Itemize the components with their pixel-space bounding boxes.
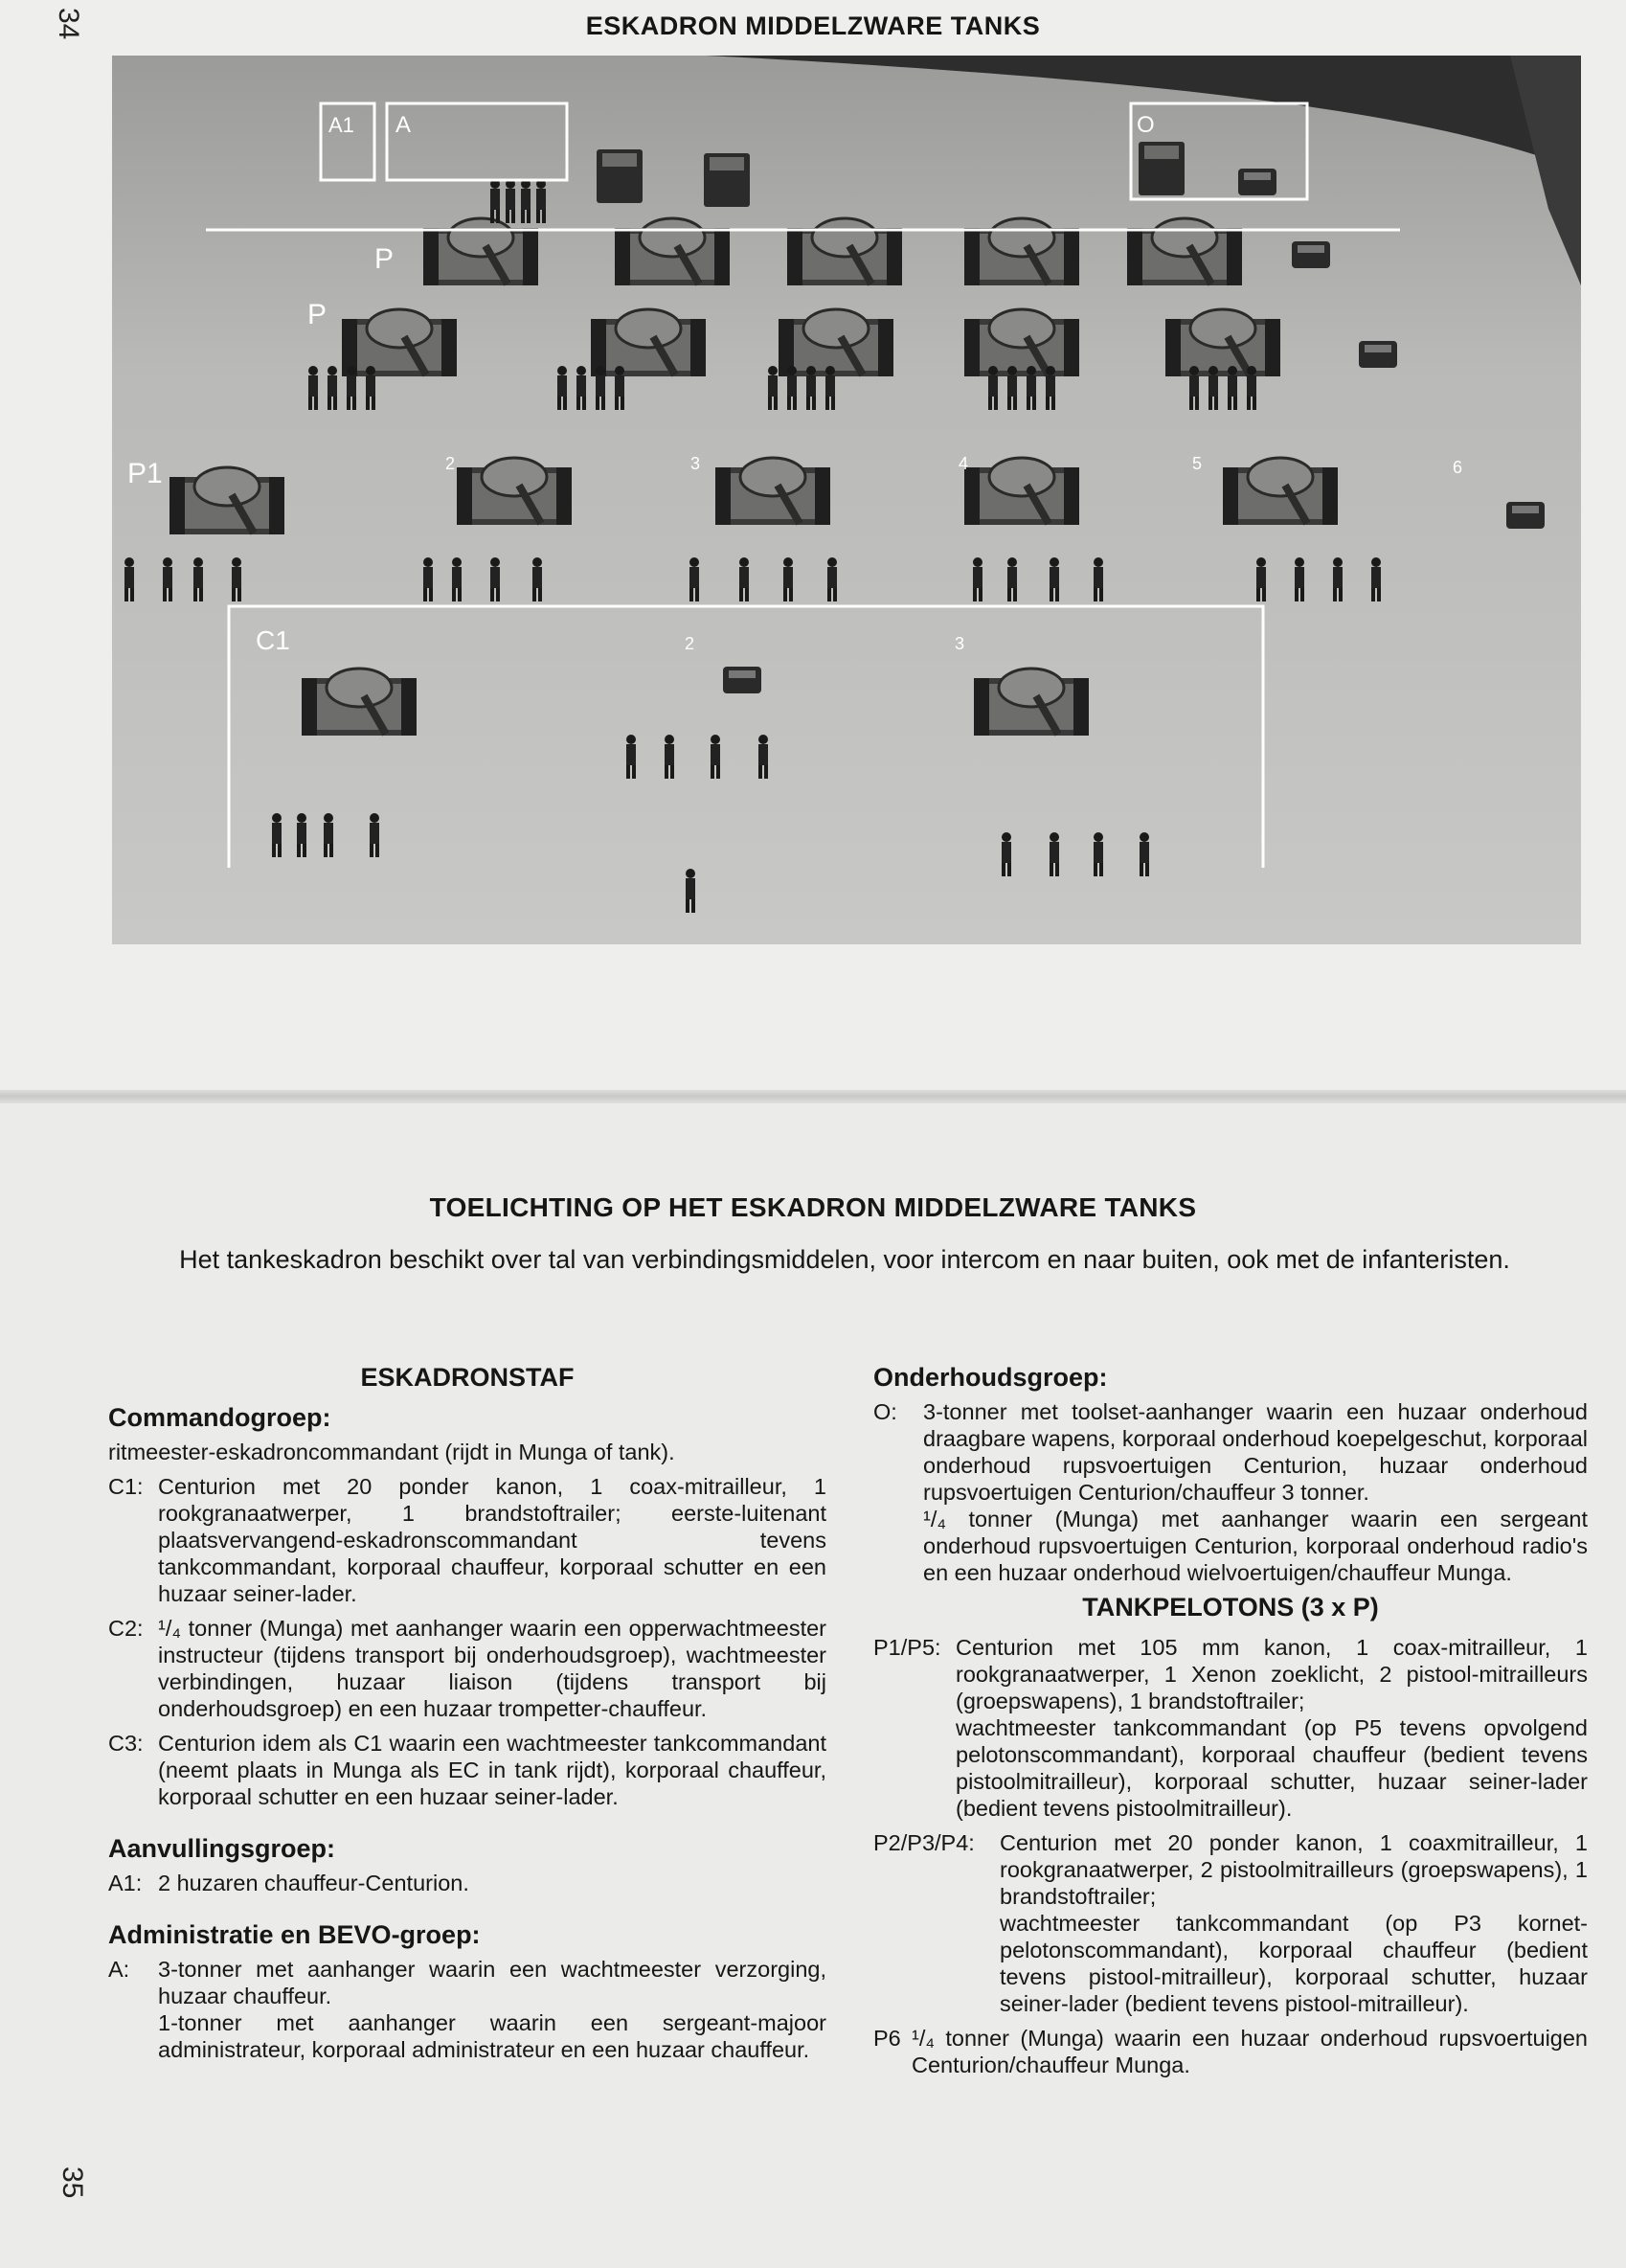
entry-code: C1: <box>108 1474 144 1499</box>
commandogroep-title: Commandogroep: <box>108 1403 331 1432</box>
label-2: 2 <box>445 454 456 473</box>
commandogroep-lead: ritmeester-eskadroncommandant (rijdt in Munga of tank). <box>108 1440 675 1464</box>
label-5: 5 <box>1192 454 1203 473</box>
page-fold <box>0 1090 1626 1103</box>
entry-c2 <box>108 1615 826 1722</box>
label-a: A <box>395 112 412 138</box>
entry-text-block <box>158 1956 826 2063</box>
entry-c3 <box>108 1730 826 1810</box>
page-number-bottom: 35 <box>56 2166 88 2199</box>
entry-code: P2/P3/P4: <box>873 1830 975 1855</box>
main-heading: TOELICHTING OP HET ESKADRON MIDDELZWARE TANKS <box>429 1192 1197 1222</box>
entry-p1-p5 <box>873 1634 1588 1822</box>
entry-text: ¹/₄ tonner (Munga) waarin een huzaar onderhoud rupsvoertuigen Centurion/chauffeur Munga. <box>912 2026 1588 2077</box>
entry-text: Centurion met 20 ponder kanon, 1 coaxmitrailleur, 1 rookgranaatwerper, 2 pistoolmitrailleurs (groepswapens), 1 brandstoftrailer; <box>1000 1830 1588 1909</box>
entry-text-continued: ¹/₄ tonner (Munga) met aanhanger waarin een sergeant onderhoud rupsvoertuigen Centurion, korporaal onderhoud radio's en een huzaar onderhoud wielvoertuigen/chauffeur Munga. <box>923 1507 1588 1585</box>
entry-text: Centurion met 20 ponder kanon, 1 coax-mitrailleur, 1 rookgranaatwerper, 1 brandstoftrailer; eerste-luitenant plaatsvervangend-eskadronscommandant tevens tankcommandant, korporaal chauffeur, korporaal schutter en een huzaar seiner-lader. <box>158 1474 826 1606</box>
entry-code: O: <box>873 1399 897 1424</box>
label-c2: 2 <box>685 634 695 653</box>
label-4: 4 <box>959 454 969 473</box>
right-column <box>873 1364 1588 2086</box>
entry-text-block <box>1000 1829 1588 2017</box>
label-p-upper: P <box>374 243 395 275</box>
entry-text-block <box>956 1634 1588 1822</box>
entry-a <box>108 1956 826 2063</box>
label-p-lower: P <box>307 299 327 330</box>
entry-text: Centurion met 105 mm kanon, 1 coax-mitrailleur, 1 rookgranaatwerper, 1 Xenon zoeklicht, 2 pistool-mitrailleurs (groepswapens), 1 brandstoftrailer; <box>956 1635 1588 1713</box>
entry-text-continued: 1-tonner met aanhanger waarin een sergeant-majoor administrateur, korporaal administrateur en een huzaar chauffeur. <box>158 2010 826 2062</box>
entry-code: A1: <box>108 1871 143 1895</box>
label-o: O <box>1137 112 1155 138</box>
formation-photo <box>112 56 1581 944</box>
entry-code: C3: <box>108 1731 144 1756</box>
entry-code: A: <box>108 1957 130 1982</box>
tankpelotons-heading: TANKPELOTONS (3 x P) <box>1082 1593 1379 1622</box>
label-p1: P1 <box>127 458 163 489</box>
top-page-title: ESKADRON MIDDELZWARE TANKS <box>585 11 1041 40</box>
label-c3: 3 <box>955 634 965 653</box>
eskadronstaf-heading: ESKADRONSTAF <box>360 1363 575 1392</box>
admin-title: Administratie en BEVO-groep: <box>108 1920 481 1949</box>
entry-text: 3-tonner met toolset-aanhanger waarin een huzaar onderhoud draagbare wapens, korporaal onderhoud koepelgeschut, korporaal onderhoud rupsvoertuigen Centurion, huzaar onderhoud rupsvoertuigen Centurion/chauffeur 3 tonner. <box>923 1399 1588 1505</box>
entry-text: Centurion idem als C1 waarin een wachtmeester tankcommandant (neemt plaats in Munga als EC in tank rijdt), korporaal chauffeur, korporaal schutter en een huzaar seiner-lader. <box>158 1731 826 1809</box>
label-3: 3 <box>690 454 701 473</box>
entry-o <box>873 1398 1588 1586</box>
entry-text-block <box>923 1398 1588 1586</box>
left-column <box>108 1364 826 2071</box>
entry-code: P1/P5: <box>873 1635 941 1660</box>
entry-code: P6 <box>873 2026 901 2051</box>
entry-c1 <box>108 1473 826 1607</box>
label-a1: A1 <box>328 113 354 137</box>
page-number-top: 34 <box>53 8 84 40</box>
entry-text: ¹/₄ tonner (Munga) met aanhanger waarin een opperwachtmeester instructeur (tijdens transport bij onderhoudsgroep), wachtmeester verbindingen, huzaar liaison (tijdens transport bij onderhoudsgroep) en een huzaar trompetter-chauffeur. <box>158 1616 826 1721</box>
onderhoudsgroep-title: Onderhoudsgroep: <box>873 1363 1108 1392</box>
entry-p2-p4 <box>873 1829 1588 2017</box>
entry-p6 <box>873 2025 1588 2078</box>
entry-a1 <box>108 1870 826 1896</box>
label-c1: C1 <box>256 625 290 655</box>
label-6: 6 <box>1453 458 1463 477</box>
entry-text-continued: wachtmeester tankcommandant (op P5 tevens opvolgend pelotonscommandant), korporaal chauffeur (bedient tevens pistoolmitrailleur), korporaal schutter, huzaar seiner-lader (bedient tevens pistoolmitrailleur). <box>956 1715 1588 1821</box>
intro-paragraph: Het tankeskadron beschikt over tal van verbindingsmiddelen, voor intercom en naar buiten, ook met de infanteristen. <box>179 1245 1510 1274</box>
aanvullingsgroep-title: Aanvullingsgroep: <box>108 1834 336 1863</box>
entry-text: 3-tonner met aanhanger waarin een wachtmeester verzorging, huzaar chauffeur. <box>158 1957 826 2008</box>
entry-text: 2 huzaren chauffeur-Centurion. <box>158 1871 469 1895</box>
entry-code: C2: <box>108 1616 144 1641</box>
entry-text-continued: wachtmeester tankcommandant (op P3 kornet-pelotonscommandant), korporaal chauffeur (bedient tevens pistool-mitrailleur), korporaal schutter, huzaar seiner-lader (bedient tevens pistool-mitrailleur). <box>1000 1911 1588 2016</box>
